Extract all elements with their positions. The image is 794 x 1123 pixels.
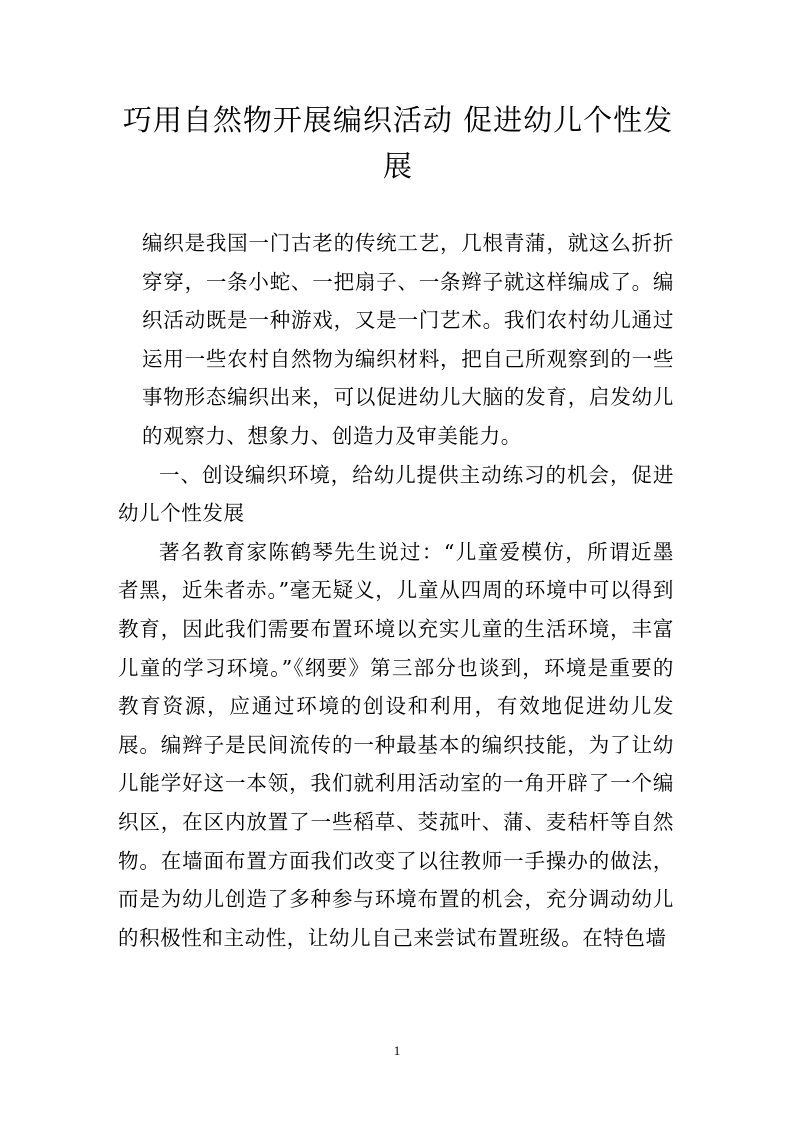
paragraph-environment: 著名教育家陈鹤琴先生说过：“儿童爱模仿，所谓近墨者黑，近朱者赤。”毫无疑义，儿童从四周的环境中可以得到教育，因此我们需要布置环境以充实儿童的生活环境，丰富儿童的学习环境。”《纲要》第三部分也谈到，环境是重要的教育资源，应通过环境的创设和利用，有效地促进幼儿发展。编辫子是民间流传的一种最基本的编织技能，为了让幼儿能学好这一本领，我们就利用活动室的一角开辟了一个编织区，在区内放置了一些稻草、茭菰叶、蒲、麦秸杆等自然物。在墙面布置方面我们改变了以往教师一手操办的做法，而是为幼儿创造了多种参与环境布置的机会，充分调动幼儿的积极性和主动性，让幼儿自己来尝试布置班级。在特色墙 bbox=[118, 539, 674, 950]
page-number: 1 bbox=[393, 1043, 401, 1058]
document-body bbox=[118, 224, 674, 957]
paragraph-intro: 编织是我国一门古老的传统工艺，几根青蒲，就这么折折穿穿，一条小蛇、一把扇子、一条辫子就这样编成了。编织活动既是一种游戏，又是一门艺术。我们农村幼儿通过运用一些农村自然物为编织材料，把自己所观察到的一些事物形态编织出来，可以促进幼儿大脑的发育，启发幼儿的观察力、想象力、创造力及审美能力。 bbox=[142, 231, 674, 448]
section-heading-1: 一、创设编织环境，给幼儿提供主动练习的机会，促进幼儿个性发展 bbox=[118, 462, 674, 526]
document-title: 巧用自然物开展编织活动 促进幼儿个性发展 bbox=[122, 103, 674, 183]
